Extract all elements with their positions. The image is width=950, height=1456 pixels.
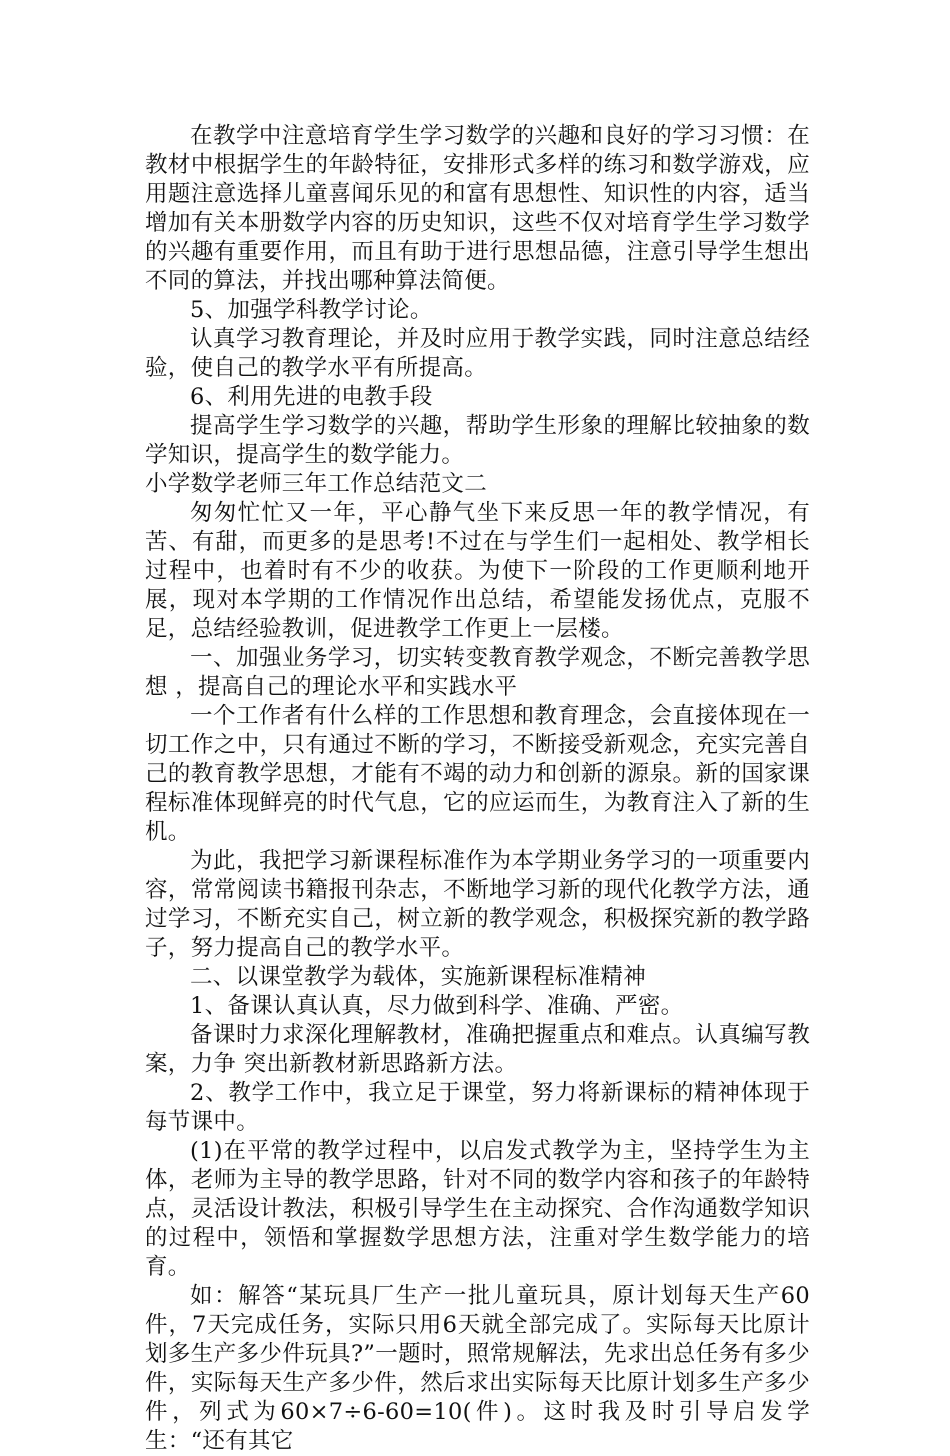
document-page bbox=[145, 122, 810, 1456]
numbered-item: 1、备课认真认真，尽力做到科学、准确、严密。 bbox=[190, 993, 684, 1019]
section-title: 二、以课堂教学为载体，实施新课程标准精神 bbox=[190, 964, 647, 990]
paragraph: 在教学中注意培育学生学习数学的兴趣和良好的学习习惯：在教材中根据学生的年龄特征，安排形式多样的练习和数学游戏，应用题注意选择儿童喜闻乐见的和富有思想性、知识性的内容，适当增加有关本册数学内容的历史知识，这些不仅对培育学生学习数学的兴趣有重要作用，而且有助于进行思想品德，注意引导学生想出不同的算法，并找出哪种算法简便。 bbox=[145, 123, 810, 294]
paragraph: 备课时力求深化理解教材，准确把握重点和难点。认真编写教案，力争 突出新教材新思路新方法。 bbox=[145, 1022, 810, 1077]
paragraph: 如：解答“某玩具厂生产一批儿童玩具，原计划每天生产60件，7天完成任务，实际只用6天就全部完成了。实际每天比原计划多生产多少件玩具?”一题时，照常规解法，先求出总任务有多少件，实际每天生产多少件，然后求出实际每天比原计划多生产多少件，列式为60×7÷6-60=10(件)。这时我及时引导启发学生：“还有其它 bbox=[145, 1283, 810, 1454]
numbered-item: 5、加强学科教学讨论。 bbox=[190, 297, 433, 323]
numbered-item: 2、教学工作中，我立足于课堂，努力将新课标的精神体现于每节课中。 bbox=[145, 1080, 810, 1135]
section-title: 一、加强业务学习，切实转变教育教学观念，不断完善教学思想 ，提高自己的理论水平和实践水平 bbox=[145, 645, 810, 700]
paragraph: 匆匆忙忙又一年，平心静气坐下来反思一年的教学情况，有苦、有甜，而更多的是思考!不过在与学生们一起相处、教学相长过程中，也着时有不少的收获。为使下一阶段的工作更顺利地开展，现对本学期的工作情况作出总结，希望能发扬优点，克服不足，总结经验教训，促进教学工作更上一层楼。 bbox=[145, 500, 810, 642]
numbered-item: 6、利用先进的电教手段 bbox=[190, 384, 433, 410]
paragraph: 提高学生学习数学的兴趣，帮助学生形象的理解比较抽象的数学知识，提高学生的数学能力。 bbox=[145, 413, 810, 468]
section-heading: 小学数学老师三年工作总结范文二 bbox=[145, 471, 488, 497]
paragraph: 认真学习教育理论，并及时应用于教学实践，同时注意总结经验，使自己的教学水平有所提高。 bbox=[145, 326, 810, 381]
paragraph: 为此，我把学习新课程标准作为本学期业务学习的一项重要内容，常常阅读书籍报刊杂志，不断地学习新的现代化教学方法，通过学习，不断充实自己，树立新的教学观念，积极探究新的教学路子，努力提高自己的教学水平。 bbox=[145, 848, 810, 961]
paragraph: (1)在平常的教学过程中，以启发式教学为主，坚持学生为主体，老师为主导的教学思路，针对不同的数学内容和孩子的年龄特点，灵活设计教法，积极引导学生在主动探究、合作沟通数学知识的过程中，领悟和掌握数学思想方法，注重对学生数学能力的培育。 bbox=[145, 1138, 810, 1280]
paragraph: 一个工作者有什么样的工作思想和教育理念，会直接体现在一切工作之中，只有通过不断的学习，不断接受新观念，充实完善自己的教育教学思想，才能有不竭的动力和创新的源泉。新的国家课程标准体现鲜亮的时代气息，它的应运而生，为教育注入了新的生机。 bbox=[145, 703, 810, 845]
